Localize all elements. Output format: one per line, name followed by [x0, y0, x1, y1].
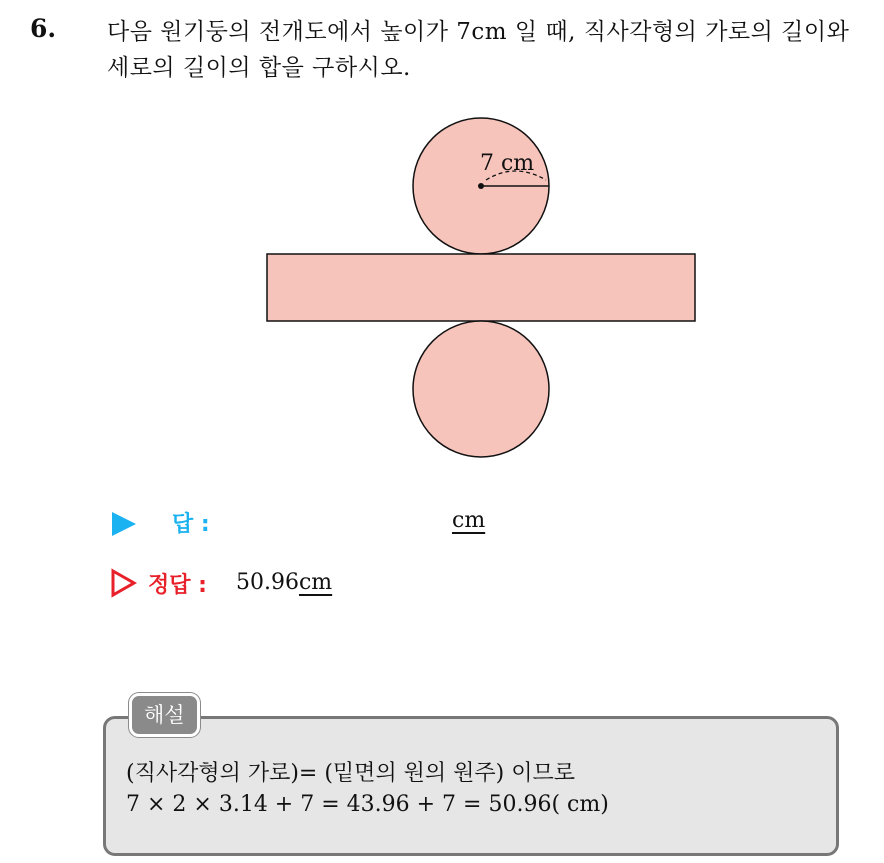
answer-label: 답 : — [172, 512, 210, 537]
correct-unit: cm — [298, 570, 333, 595]
play-arrow-icon — [112, 512, 136, 536]
outline-arrow-icon — [110, 568, 138, 598]
answer-unit: cm — [452, 508, 486, 533]
answer-row — [108, 505, 608, 541]
center-dot — [478, 183, 484, 189]
explanation-line-1: (직사각형의 가로)= (밑면의 원의 원주) 이므로 — [126, 761, 576, 786]
radius-label: 7 cm — [480, 151, 535, 176]
explanation-line-2: 7 × 2 × 3.14 + 7 = 43.96 + 7 = 50.96( cm) — [126, 792, 609, 817]
explanation-tab: 해설 — [129, 693, 200, 737]
bottom-base-circle — [413, 321, 549, 457]
lateral-rectangle — [267, 254, 695, 321]
question-text: 다음 원기둥의 전개도에서 높이가 7cm 일 때, 직사각형의 가로의 길이와 세로의 길이의 합을 구하시오. — [107, 19, 850, 81]
correct-label: 정답 : — [148, 573, 207, 598]
correct-value-group — [236, 570, 332, 595]
question-number: 6. — [30, 14, 57, 43]
correct-value: 50.96 — [236, 570, 299, 595]
correct-answer-row — [108, 566, 608, 602]
